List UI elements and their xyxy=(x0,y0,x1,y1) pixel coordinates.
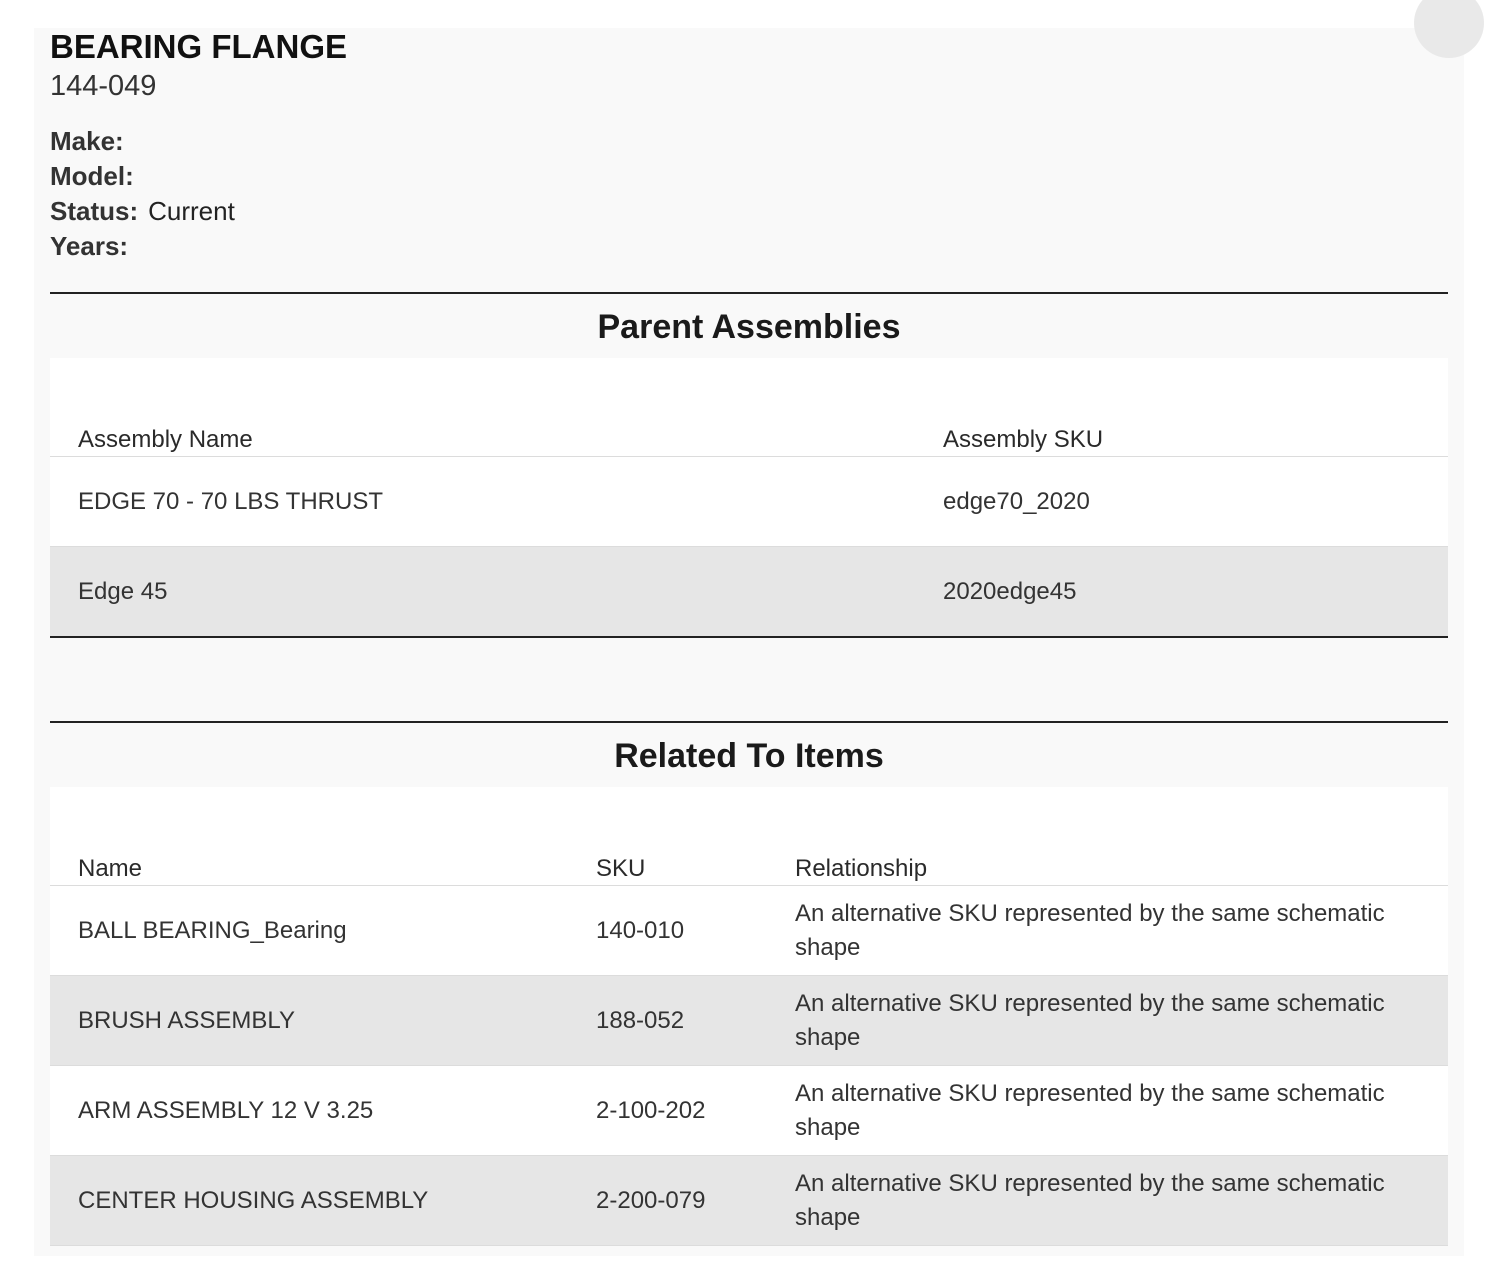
column-header-sku[interactable]: SKU xyxy=(568,787,767,886)
item-relationship-cell: An alternative SKU represented by the same schematic shape xyxy=(767,886,1448,976)
column-header-name[interactable]: Name xyxy=(50,787,568,886)
item-name-cell[interactable]: CENTER HOUSING ASSEMBLY xyxy=(50,1156,568,1246)
table-row[interactable] xyxy=(50,547,1448,638)
table-row[interactable] xyxy=(50,886,1448,976)
parent-assemblies-table xyxy=(50,358,1448,638)
column-header-assembly-name[interactable]: Assembly Name xyxy=(50,358,915,457)
table-row[interactable] xyxy=(50,457,1448,547)
meta-years xyxy=(50,229,1448,264)
item-sku-cell[interactable]: 140-010 xyxy=(568,886,767,976)
item-name-cell[interactable]: BRUSH ASSEMBLY xyxy=(50,976,568,1066)
table-row[interactable] xyxy=(50,1156,1448,1246)
part-meta xyxy=(50,124,1448,264)
item-name-cell[interactable]: BALL BEARING_Bearing xyxy=(50,886,568,976)
related-items-table xyxy=(50,787,1448,1246)
item-sku-cell[interactable]: 2-200-079 xyxy=(568,1156,767,1246)
part-detail-content xyxy=(50,28,1448,1246)
meta-make-label: Make: xyxy=(50,126,124,156)
table-row[interactable] xyxy=(50,1066,1448,1156)
related-items-title: Related To Items xyxy=(614,737,884,775)
assembly-sku-cell[interactable]: 2020edge45 xyxy=(915,547,1448,638)
table-header-row xyxy=(50,787,1448,886)
item-relationship-cell: An alternative SKU represented by the same schematic shape xyxy=(767,1066,1448,1156)
item-relationship-cell: An alternative SKU represented by the same schematic shape xyxy=(767,1156,1448,1246)
meta-model xyxy=(50,159,1448,194)
meta-status xyxy=(50,194,1448,229)
part-title: BEARING FLANGE xyxy=(50,28,347,65)
meta-model-label: Model: xyxy=(50,161,134,191)
meta-make xyxy=(50,124,1448,159)
table-row[interactable] xyxy=(50,976,1448,1066)
item-sku-cell[interactable]: 188-052 xyxy=(568,976,767,1066)
item-name-cell[interactable]: ARM ASSEMBLY 12 V 3.25 xyxy=(50,1066,568,1156)
parent-assemblies-title: Parent Assemblies xyxy=(597,308,901,346)
part-number: 144-049 xyxy=(50,70,157,102)
meta-years-label: Years: xyxy=(50,231,129,261)
item-relationship-cell: An alternative SKU represented by the same schematic shape xyxy=(767,976,1448,1066)
column-header-relationship[interactable]: Relationship xyxy=(767,787,1448,886)
item-sku-cell[interactable]: 2-100-202 xyxy=(568,1066,767,1156)
table-header-row xyxy=(50,358,1448,457)
column-header-assembly-sku[interactable]: Assembly SKU xyxy=(915,358,1448,457)
assembly-sku-cell[interactable]: edge70_2020 xyxy=(915,457,1448,547)
part-detail-panel xyxy=(34,28,1464,1256)
assembly-name-cell[interactable]: EDGE 70 - 70 LBS THRUST xyxy=(50,457,915,547)
meta-status-value: Current xyxy=(148,196,235,226)
meta-status-label: Status: xyxy=(50,196,139,226)
assembly-name-cell[interactable]: Edge 45 xyxy=(50,547,915,638)
